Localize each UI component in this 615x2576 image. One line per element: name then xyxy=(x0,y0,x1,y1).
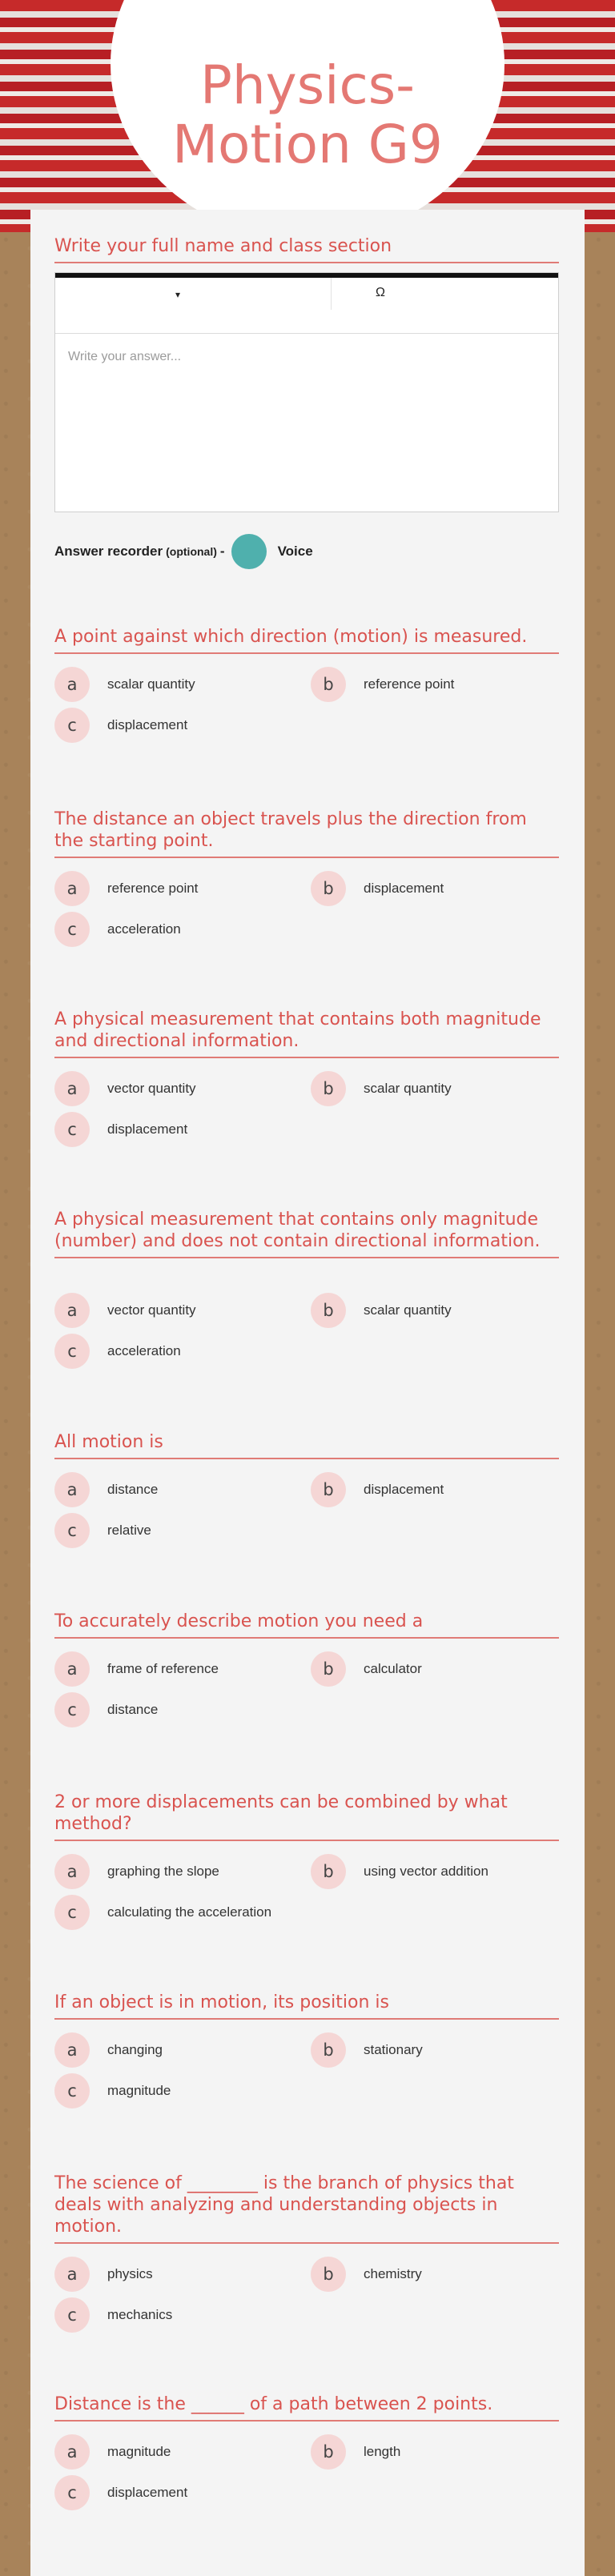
voice-label[interactable]: Voice xyxy=(277,544,313,559)
option-text: chemistry xyxy=(364,2266,422,2281)
question-6-option-c[interactable] xyxy=(54,1692,158,1727)
option-text: distance xyxy=(107,1482,159,1497)
option-letter-badge[interactable]: a xyxy=(54,667,90,702)
option-text: magnitude xyxy=(107,2083,171,2098)
option-text: length xyxy=(364,2444,401,2459)
question-10-option-c[interactable] xyxy=(54,2475,187,2510)
option-text: graphing the slope xyxy=(107,1864,219,1879)
option-letter-badge[interactable]: c xyxy=(54,1513,90,1548)
question-10-title: Distance is the ______ of a path between 2 points. xyxy=(54,2393,559,2422)
option-letter-badge[interactable]: c xyxy=(54,1692,90,1727)
question-4-option-b[interactable] xyxy=(311,1293,452,1328)
recorder-optional: (optional) xyxy=(166,545,217,558)
option-letter-badge[interactable]: b xyxy=(311,2434,346,2470)
question-10-option-a[interactable] xyxy=(54,2434,171,2470)
option-letter-badge[interactable]: a xyxy=(54,1293,90,1328)
option-text: vector quantity xyxy=(107,1081,196,1096)
answer-textbox[interactable] xyxy=(54,272,559,512)
question-1-option-c[interactable] xyxy=(54,708,187,743)
question-8-option-c[interactable] xyxy=(54,2073,171,2109)
question-2-option-c[interactable] xyxy=(54,912,181,947)
question-5-option-b[interactable] xyxy=(311,1472,444,1507)
question-3-title: A physical measurement that contains both magnitude and directional information. xyxy=(54,1009,559,1058)
option-letter-badge[interactable]: b xyxy=(311,1472,346,1507)
option-letter-badge[interactable]: c xyxy=(54,1112,90,1147)
option-letter-badge[interactable]: a xyxy=(54,1854,90,1889)
question-3-option-c[interactable] xyxy=(54,1112,187,1147)
question-1-option-a[interactable] xyxy=(54,667,195,702)
question-7-option-a[interactable] xyxy=(54,1854,219,1889)
question-3-option-b[interactable] xyxy=(311,1071,452,1106)
question-3-option-a[interactable] xyxy=(54,1071,196,1106)
option-letter-badge[interactable]: c xyxy=(54,912,90,947)
toolbar-divider xyxy=(331,278,332,310)
question-1-title: A point against which direction (motion) is measured. xyxy=(54,626,559,654)
worksheet-card xyxy=(30,210,585,2576)
question-5-title: All motion is xyxy=(54,1431,559,1459)
question-9-title: The science of ________ is the branch of physics that deals with analyzing and understanding objects in motion. xyxy=(54,2173,559,2244)
question-4-title: A physical measurement that contains only magnitude (number) and does not contain directional information. xyxy=(54,1209,559,1258)
option-letter-badge[interactable]: b xyxy=(311,871,346,906)
option-letter-badge[interactable]: c xyxy=(54,1334,90,1369)
question-7-option-b[interactable] xyxy=(311,1854,488,1889)
question-7-title: 2 or more displacements can be combined by what method? xyxy=(54,1792,559,1841)
option-letter-badge[interactable]: c xyxy=(54,2073,90,2109)
question-6-title: To accurately describe motion you need a xyxy=(54,1611,559,1639)
option-letter-badge[interactable]: a xyxy=(54,1071,90,1106)
dropdown-arrow-icon[interactable]: ▾ xyxy=(175,289,181,300)
option-text: magnitude xyxy=(107,2444,171,2459)
option-text: reference point xyxy=(364,676,455,692)
option-text: distance xyxy=(107,1702,159,1717)
option-text: stationary xyxy=(364,2042,423,2057)
option-letter-badge[interactable]: c xyxy=(54,2297,90,2333)
option-text: calculator xyxy=(364,1661,422,1676)
name-question-title: Write your full name and class section xyxy=(54,235,559,263)
option-text: calculating the acceleration xyxy=(107,1904,272,1920)
option-text: physics xyxy=(107,2266,153,2281)
option-text: frame of reference xyxy=(107,1661,219,1676)
option-text: reference point xyxy=(107,881,199,896)
question-8-option-b[interactable] xyxy=(311,2032,423,2068)
option-letter-badge[interactable]: a xyxy=(54,871,90,906)
option-letter-badge[interactable]: c xyxy=(54,708,90,743)
question-5-option-a[interactable] xyxy=(54,1472,158,1507)
question-9-option-a[interactable] xyxy=(54,2257,153,2292)
page-title: Physics- Motion G9 xyxy=(172,54,443,175)
question-4-option-a[interactable] xyxy=(54,1293,196,1328)
option-letter-badge[interactable]: a xyxy=(54,1472,90,1507)
option-letter-badge[interactable]: b xyxy=(311,1651,346,1687)
answer-toolbar xyxy=(55,273,558,334)
option-text: scalar quantity xyxy=(364,1302,452,1318)
option-letter-badge[interactable]: c xyxy=(54,2475,90,2510)
option-text: relative xyxy=(107,1523,151,1538)
option-letter-badge[interactable]: b xyxy=(311,2032,346,2068)
question-2-title: The distance an object travels plus the direction from the starting point. xyxy=(54,809,559,858)
recorder-dash: - xyxy=(219,544,225,559)
question-8-option-a[interactable] xyxy=(54,2032,163,2068)
option-text: mechanics xyxy=(107,2307,173,2322)
question-8-title: If an object is in motion, its position is xyxy=(54,1992,559,2020)
option-letter-badge[interactable]: b xyxy=(311,667,346,702)
option-text: scalar quantity xyxy=(107,676,195,692)
option-letter-badge[interactable]: a xyxy=(54,2032,90,2068)
question-2-option-b[interactable] xyxy=(311,871,444,906)
option-text: vector quantity xyxy=(107,1302,196,1318)
question-6-option-a[interactable] xyxy=(54,1651,219,1687)
option-letter-badge[interactable]: c xyxy=(54,1895,90,1930)
option-text: displacement xyxy=(107,2485,188,2500)
question-9-option-b[interactable] xyxy=(311,2257,422,2292)
option-text: displacement xyxy=(107,717,188,732)
option-letter-badge[interactable]: a xyxy=(54,1651,90,1687)
option-letter-badge[interactable]: b xyxy=(311,1071,346,1106)
option-letter-badge[interactable]: b xyxy=(311,2257,346,2292)
question-7-option-c[interactable] xyxy=(54,1895,271,1930)
question-4-option-c[interactable] xyxy=(54,1334,181,1369)
question-2-option-a[interactable] xyxy=(54,871,198,906)
question-9-option-c[interactable] xyxy=(54,2297,172,2333)
option-text: using vector addition xyxy=(364,1864,488,1879)
option-letter-badge[interactable]: a xyxy=(54,2434,90,2470)
option-text: displacement xyxy=(107,1121,188,1137)
option-letter-badge[interactable]: b xyxy=(311,1293,346,1328)
option-letter-badge[interactable]: a xyxy=(54,2257,90,2292)
question-6-option-b[interactable] xyxy=(311,1651,422,1687)
record-voice-button[interactable] xyxy=(231,534,267,569)
option-text: scalar quantity xyxy=(364,1081,452,1096)
special-character-icon[interactable]: Ω xyxy=(376,286,385,299)
question-1-option-b[interactable] xyxy=(311,667,454,702)
answer-recorder xyxy=(54,534,313,569)
option-text: acceleration xyxy=(107,921,181,937)
option-letter-badge[interactable]: b xyxy=(311,1854,346,1889)
option-text: acceleration xyxy=(107,1343,181,1358)
option-text: changing xyxy=(107,2042,163,2057)
option-text: displacement xyxy=(364,1482,444,1497)
answer-placeholder: Write your answer... xyxy=(68,350,182,363)
option-text: displacement xyxy=(364,881,444,896)
recorder-label: Answer recorder xyxy=(54,544,163,559)
question-5-option-c[interactable] xyxy=(54,1513,151,1548)
question-10-option-b[interactable] xyxy=(311,2434,400,2470)
